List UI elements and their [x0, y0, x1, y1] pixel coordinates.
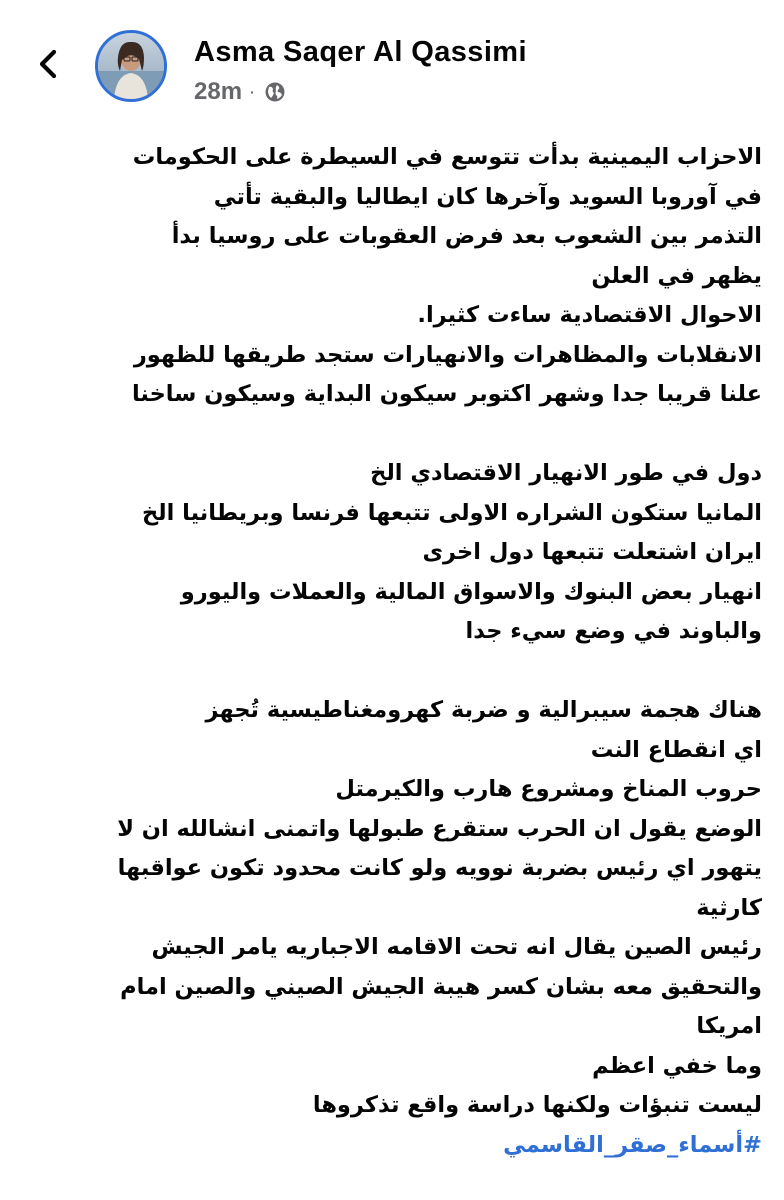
post-text-line: الاحوال الاقتصادية ساءت كثيرا. [417, 302, 762, 328]
post-header [0, 0, 784, 124]
paragraph-spacer [36, 415, 762, 455]
post-text-line: علنا قريبا جدا وشهر اكتوبر سيكون البداية وسيكون ساخنا [131, 381, 762, 407]
post-text-line: امريكا [696, 1013, 762, 1039]
paragraph-spacer [36, 652, 762, 692]
author-name[interactable]: Asma Saqer Al Qassimi [194, 36, 527, 68]
post-text-line: انهيار بعض البنوك والاسواق المالية والعملات واليورو [180, 578, 762, 605]
post-text-line: يتهور اي رئيس بضربة نوويه ولو كانت محدود تكون عواقبها [117, 855, 762, 881]
avatar[interactable] [95, 30, 167, 102]
chevron-left-icon [35, 49, 61, 79]
post-text-line: يظهر في العلن [591, 262, 762, 289]
meta-separator: · [250, 84, 255, 100]
post-text-line: هناك هجمة سيبرالية و ضربة كهرومغناطيسية تُجهز [205, 697, 762, 723]
post-time[interactable]: 28m [194, 78, 243, 105]
hashtag-link[interactable]: #أسماء_صقر_القاسمي [503, 1131, 762, 1158]
post-text-line: رئيس الصين يقال انه تحت الاقامه الاجباريه يامر الجيش [151, 934, 762, 960]
post-text-line: الاحزاب اليمينية بدأت تتوسع في السيطرة على الحكومات [132, 144, 762, 170]
post-text-line: حروب المناخ ومشروع هارب والكيرمتل [335, 776, 762, 802]
post-text-line: دول في طور الانهيار الاقتصادي الخ [370, 460, 762, 486]
post-text-line: اي انقطاع النت [590, 736, 762, 763]
post-text [36, 138, 762, 1165]
post-text-line: كارثية [696, 894, 762, 921]
post-text-line: وما خفي اعظم [592, 1052, 762, 1079]
post-text-line: الانقلابات والمظاهرات والانهيارات ستجد طريقها للظهور [133, 341, 762, 368]
post-text-line: والباوند في وضع سيء جدا [465, 618, 762, 644]
post-text-line: ايران اشتعلت تتبعها دول اخرى [422, 539, 762, 565]
globe-icon [264, 81, 286, 103]
avatar-photo [98, 33, 164, 99]
post-text-line: في آوروبا السويد وآخرها كان ايطاليا والبقية تأتي [213, 183, 762, 210]
post-text-line: ليست تنبؤات ولكنها دراسة واقع تذكروها [312, 1092, 762, 1118]
post-text-line: المانيا ستكون الشراره الاولى تتبعها فرنسا وبريطانيا الخ [141, 499, 762, 526]
back-button[interactable] [28, 44, 68, 84]
post-text-line: الوضع يقول ان الحرب ستقرع طبولها واتمنى انشالله ان لا [117, 815, 762, 842]
post-text-line: والتحقيق معه بشان كسر هيبة الجيش الصيني والصين امام [120, 973, 762, 1000]
hashtag-line [36, 1126, 762, 1166]
post-meta [194, 78, 286, 106]
post-text-line: التذمر بين الشعوب بعد فرض العقوبات على روسيا بدأ [171, 223, 762, 249]
